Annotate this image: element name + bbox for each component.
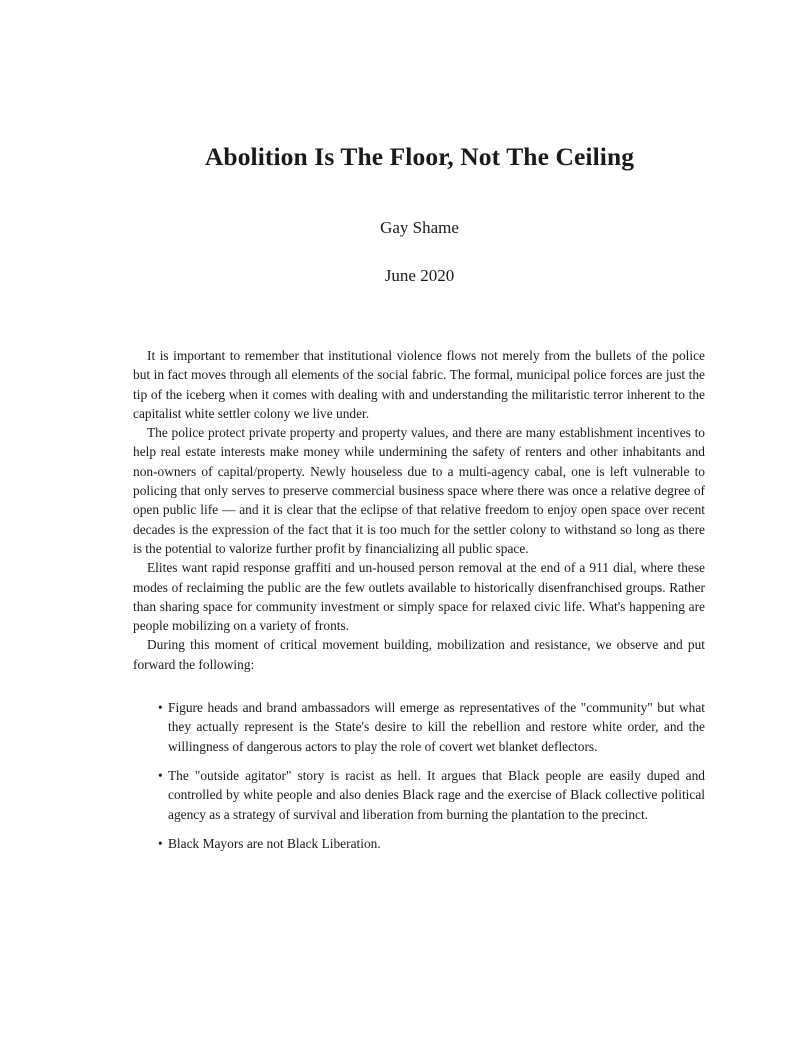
document-title: Abolition Is The Floor, Not The Ceiling [204, 142, 635, 171]
bullet-list [133, 698, 705, 853]
bullet-text: Black Mayors are not Black Liberation. [168, 835, 381, 851]
bullet-text: The "outside agitator" story is racist as hell. It argues that Black people are easily duped and controlled by white people and also denies Black rage and the exercise of Black collective political agency as a strategy of survival and liberation from burning the plantation to the precinct. [168, 767, 705, 822]
document-body [133, 346, 705, 863]
document-author: Gay Shame [380, 218, 459, 237]
paragraph: Elites want rapid response graffiti and un-housed person removal at the end of a 911 dial, where these modes of reclaiming the public are the few outlets available to historically disenfranchised groups. Rather than sharing space for community investment or simply space for relaxed civic life. What's happening are people mobilizing on a variety of fronts. [133, 560, 705, 634]
bullet-item [133, 834, 705, 853]
bullet-icon: • [158, 835, 163, 851]
bullet-icon: • [158, 700, 163, 716]
document-date: June 2020 [384, 266, 455, 285]
paragraph: The police protect private property and property values, and there are many establishment incentives to help real estate interests make money while undermining the safety of renters and other inhabitants and non-owners of capital/property. Newly houseless due to a multi-agency cabal, one is left vulnerable to policing that only serves to preserve commercial business space where there was once a relative degree of open public life — and it is clear that the eclipse of that relative freedom to enjoy open space over recent decades is the expression of the fact that it is too much for the settler colony to withstand so long as there is the potential to valorize further profit by financializing all public space. [133, 425, 705, 556]
bullet-icon: • [158, 767, 163, 783]
bullet-item [133, 698, 705, 756]
paragraph: It is important to remember that institutional violence flows not merely from the bullets of the police but in fact moves through all elements of the social fabric. The formal, municipal police forces are just the tip of the iceberg when it comes with dealing with and understanding the militaristic terror inherent to the capitalist white settler colony we live under. [133, 348, 705, 421]
bullet-text: Figure heads and brand ambassadors will emerge as representatives of the "community" but what they actually represent is the State's desire to kill the rebellion and restore white order, and the willingness of dangerous actors to play the role of covert wet blanket deflectors. [168, 700, 705, 754]
paragraph: During this moment of critical movement building, mobilization and resistance, we observe and put forward the following: [133, 637, 705, 672]
bullet-item [133, 766, 705, 824]
